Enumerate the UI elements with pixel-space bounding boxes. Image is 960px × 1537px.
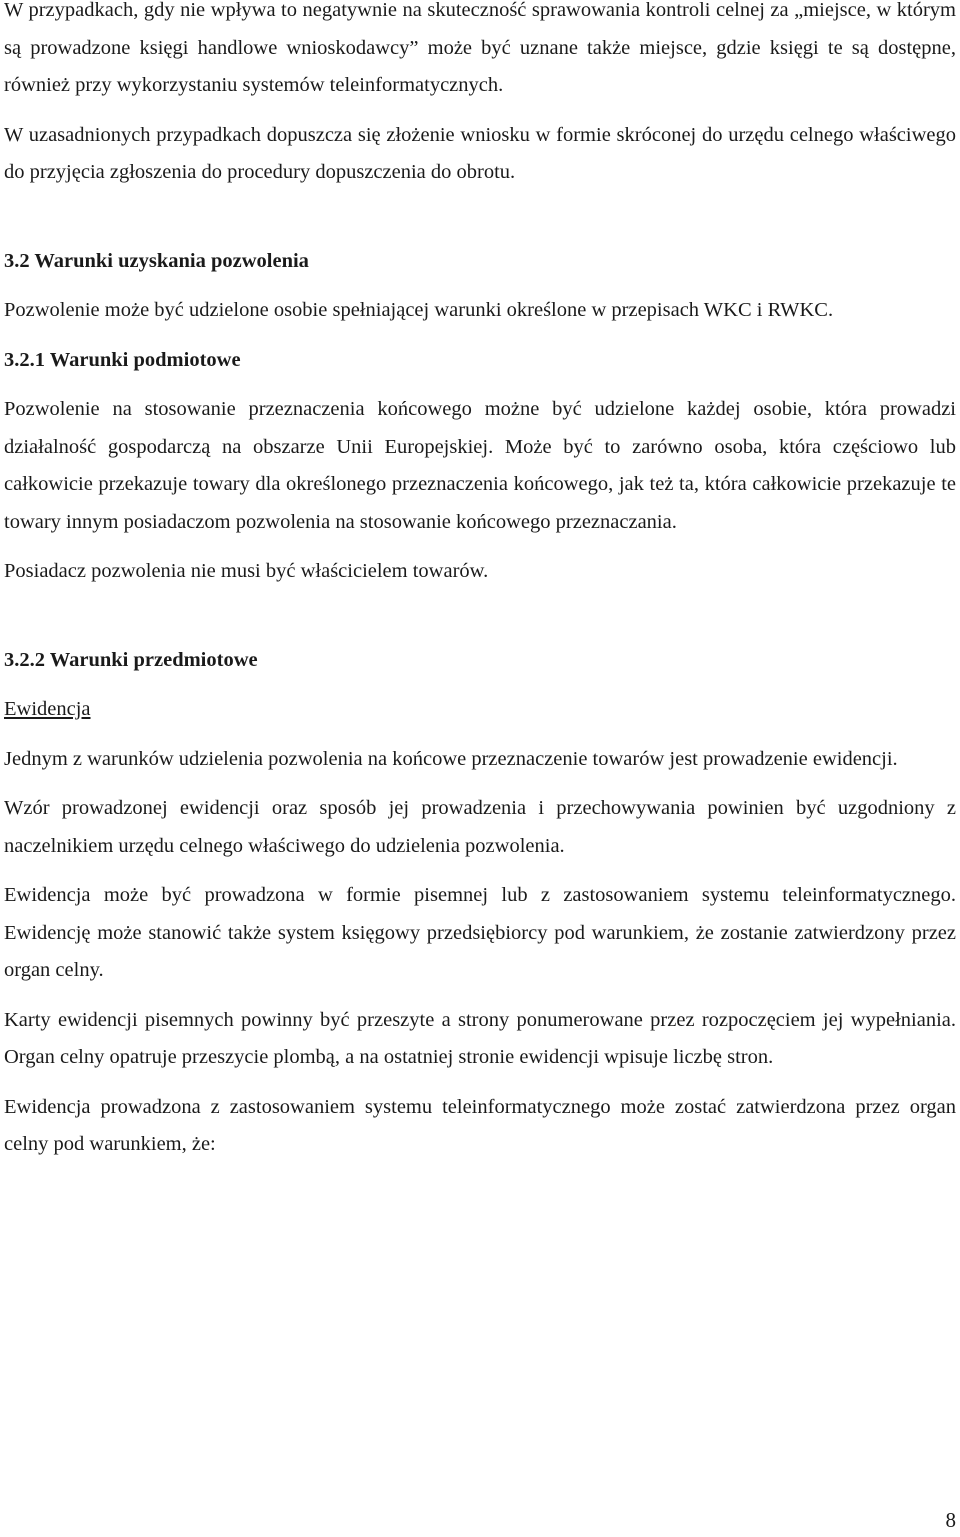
paragraph-record-form: Ewidencja może być prowadzona w formie pisemnej lub z zastosowaniem systemu teleinformatycznego. Ewidencję może stanowić także system księgowy przedsiębiorcy pod warunkiem, że zostanie zatwierdzony przez organ celny. <box>4 884 956 981</box>
paragraph-subjective-conditions: Pozwolenie na stosowanie przeznaczenia końcowego możne być udzielone każdej osobie, która prowadzi działalność gospodarczą na obszarze Unii Europejskiej. Może być to zarówno osoba, która częściowo lub całkowicie przekazuje towary dla określonego przeznaczenia końcowego, jak też ta, która całkowicie przekazuje te towary innym posiadaczom pozwolenia na stosowanie końcowego przeznaczania. <box>4 398 956 533</box>
document-page <box>4 0 956 1164</box>
subheading-ewidencja: Ewidencja <box>4 698 91 720</box>
paragraph-permit-conditions: Pozwolenie może być udzielone osobie spełniającej warunki określone w przepisach WKC i RWKC. <box>4 299 834 321</box>
heading-3-2-1: 3.2.1 Warunki podmiotowe <box>4 348 241 371</box>
paragraph-record-template: Wzór prowadzonej ewidencji oraz sposób jej prowadzenia i przechowywania powinien być uzgodniony z naczelnikiem urzędu celnego właściwego do udzielenia pozwolenia. <box>4 797 956 857</box>
paragraph-permit-holder: Posiadacz pozwolenia nie musi być właścicielem towarów. <box>4 560 489 582</box>
page-number: 8 <box>945 1508 956 1532</box>
paragraph-short-form-application: W uzasadnionych przypadkach dopuszcza się złożenie wniosku w formie skróconej do urzędu celnego właściwego do przyjęcia zgłoszenia do procedury dopuszczenia do obrotu. <box>4 123 956 183</box>
heading-3-2: 3.2 Warunki uzyskania pozwolenia <box>4 249 309 272</box>
paragraph-business-books-location: W przypadkach, gdy nie wpływa to negatywnie na skuteczność sprawowania kontroli celnej za „miejsce, w którym są prowadzone księgi handlowe wnioskodawcy” może być uznane także miejsce, gdzie księgi te są dostępne, również przy wykorzystaniu systemów teleinformatycznych. <box>4 0 956 96</box>
paragraph-paper-records: Karty ewidencji pisemnych powinny być przeszyte a strony ponumerowane przez rozpoczęciem jej wypełniania. Organ celny opatruje przeszycie plombą, a na ostatniej stronie ewidencji wpisuje liczbę stron. <box>4 1008 956 1068</box>
heading-3-2-2: 3.2.2 Warunki przedmiotowe <box>4 648 258 671</box>
paragraph-record-keeping-condition: Jednym z warunków udzielenia pozwolenia na końcowe przeznaczenie towarów jest prowadzenie ewidencji. <box>4 747 898 770</box>
paragraph-electronic-records: Ewidencja prowadzona z zastosowaniem systemu teleinformatycznego może zostać zatwierdzona przez organ celny pod warunkiem, że: <box>4 1095 956 1155</box>
